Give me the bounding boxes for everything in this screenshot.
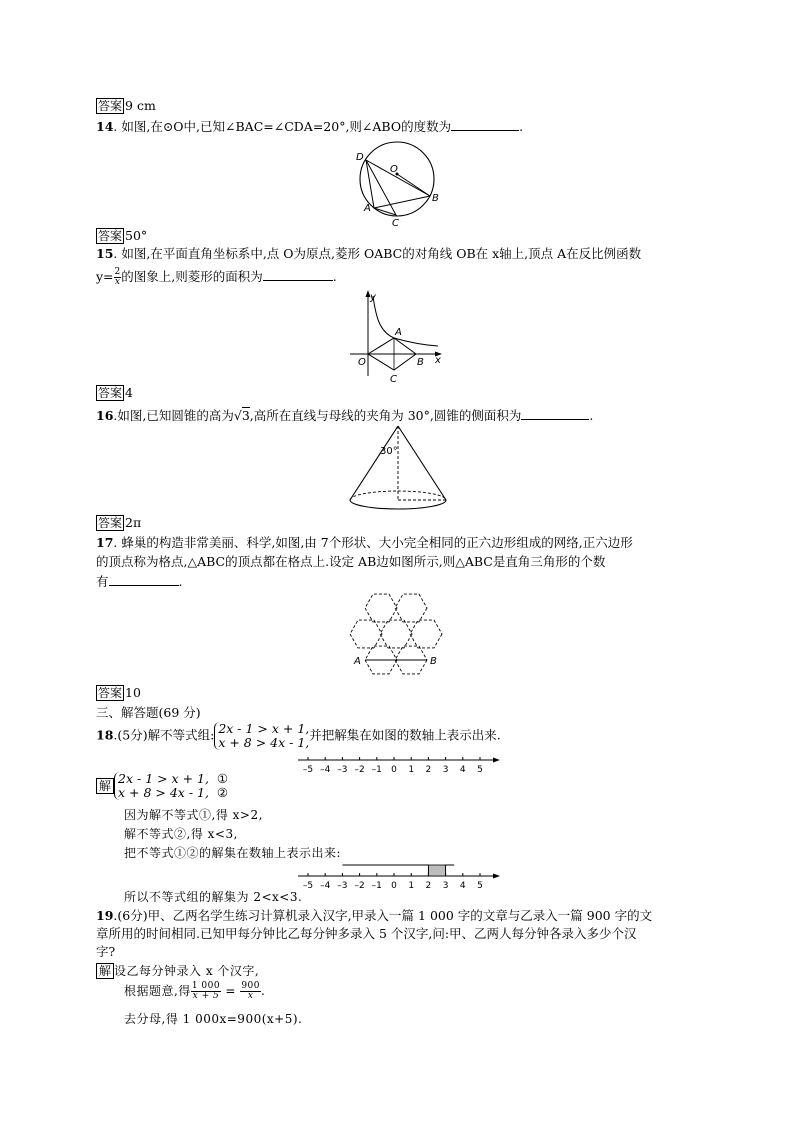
inequality-system — [214, 722, 309, 750]
tick-label: –3 — [337, 765, 348, 775]
tick-label: –1 — [371, 765, 382, 775]
hexagon-4 — [380, 620, 412, 648]
solution-19-line-2 — [124, 982, 734, 1001]
fraction-denominator: x — [247, 991, 254, 1001]
number-line-solution — [296, 858, 502, 892]
tick-label: –2 — [354, 881, 365, 891]
question-end: . — [589, 408, 594, 423]
question-19-line-3: 字? — [96, 944, 116, 959]
question-number: 17 — [96, 535, 114, 550]
tick-label: –2 — [354, 765, 365, 775]
function-lhs: y= — [96, 269, 114, 284]
question-text: . 蜂巢的构造非常美丽、科学,如图,由 7个形状、大小完全相同的正六边形组成的网络,正六边形 — [113, 535, 633, 550]
tick-label: –4 — [320, 881, 331, 891]
tick-label: 5 — [477, 881, 483, 891]
solution-inequality-system — [114, 772, 228, 800]
hyperbola-curve — [373, 296, 438, 346]
cone-slant-right — [398, 426, 446, 500]
question-15-line-1 — [96, 245, 706, 263]
question-end: . — [178, 574, 183, 589]
tick-label: 3 — [442, 881, 449, 891]
answer-label: 答案 — [98, 99, 123, 113]
question-text: 有 — [96, 574, 109, 589]
question-number: 15 — [96, 246, 114, 261]
solution-18-line-3: 把不等式①②的解集在数轴上表示出来: — [124, 846, 342, 860]
label-o: O — [390, 164, 398, 175]
question-number: 14 — [96, 119, 114, 134]
question-18 — [96, 722, 706, 750]
tick-label: –3 — [337, 881, 348, 891]
question-text-2: ,高所在直线与母线的夹角为 30°,圆锥的侧面积为 — [249, 408, 522, 423]
tick-label: 4 — [459, 765, 466, 775]
inequality-1: 2x - 1 > x + 1, — [218, 721, 310, 736]
question-text: .如图,已知圆锥的高为 — [113, 408, 234, 423]
hexagon-2 — [395, 594, 427, 622]
question-number: 16 — [96, 408, 114, 423]
solve-label: 解 — [96, 778, 114, 794]
tick-label: –4 — [320, 765, 331, 775]
solution-18-system — [96, 772, 706, 800]
label-y: y — [370, 292, 376, 303]
less-than-3-ray — [446, 865, 455, 876]
section-title: 三、解答题(69 分) — [96, 705, 201, 720]
solution-text: 根据题意,得 — [124, 984, 191, 998]
sol-inequality-1: 2x - 1 > x + 1, — [118, 771, 209, 786]
coordinate-figure — [348, 288, 448, 384]
solve-label: 解 — [96, 963, 114, 979]
question-number: 18 — [96, 727, 114, 743]
solution-end: . — [261, 984, 266, 998]
question-16 — [96, 406, 706, 425]
angle-label: 30° — [380, 446, 398, 457]
axis-arrow — [493, 874, 500, 879]
label-a: A — [354, 656, 361, 667]
solution-18-line-2: 解不等式②,得 x<3, — [124, 827, 238, 841]
label-c: C — [390, 374, 397, 384]
question-17-line-1 — [96, 534, 706, 552]
answer-value: 2π — [125, 515, 142, 530]
hexagon-5 — [410, 620, 442, 648]
sqrt-value: 3 — [241, 408, 250, 423]
tick-label: 1 — [408, 765, 415, 775]
solution-18-line-1: 因为解不等式①,得 x>2, — [124, 808, 263, 822]
cone-slant-left — [350, 426, 398, 500]
solution-18-line-4: 所以不等式组的解集为 2<x<3. — [124, 890, 303, 904]
circle — [360, 142, 434, 216]
label-a: A — [364, 203, 371, 214]
solution-19-line-1 — [96, 962, 706, 980]
honeycomb-figure — [342, 588, 454, 688]
answer-value: 50° — [125, 228, 148, 243]
tick-label: 3 — [442, 765, 449, 775]
solution-region — [428, 865, 445, 876]
answer-16 — [96, 514, 706, 532]
question-text: . 如图,在平面直角坐标系中,点 O为原点,菱形 OABC的对角线 OB在 x轴上,顶点 A在反比例函数 — [113, 246, 642, 261]
question-17-line-2 — [96, 553, 706, 571]
cone-figure — [344, 424, 454, 512]
hexagon-1 — [365, 594, 397, 622]
question-text: 的顶点称为格点,△ABC的顶点都在格点上.设定 AB边如图所示,则△ABC是直角三角形的个数 — [96, 554, 606, 569]
answer-label: 答案 — [98, 516, 123, 530]
fraction-1000 — [191, 982, 221, 1001]
answer-14 — [96, 227, 706, 245]
answer-value: 9 cm — [125, 98, 156, 113]
answer-13 — [96, 97, 706, 115]
label-c: C — [392, 218, 399, 228]
answer-15 — [96, 384, 706, 402]
answer-label: 答案 — [98, 229, 123, 243]
answer-blank — [451, 117, 519, 131]
tick-label: 1 — [408, 881, 415, 891]
circle-figure — [350, 136, 450, 228]
mark-1: ① — [216, 771, 229, 786]
tick-label: –1 — [371, 881, 382, 891]
tick-label: 0 — [391, 881, 397, 891]
label-a: A — [395, 327, 402, 338]
sqrt-expression: √3 — [233, 408, 250, 423]
answer-label: 答案 — [98, 386, 123, 400]
question-text-2: 并把解集在如图的数轴上表示出来. — [309, 727, 501, 743]
label-b: B — [417, 357, 424, 368]
mark-2: ② — [216, 785, 229, 800]
fraction-900 — [240, 982, 261, 1001]
answer-blank — [521, 406, 589, 420]
hexagon-3 — [350, 620, 382, 648]
question-19-line-2: 章所用的时间相同.已知甲每分钟比乙每分钟多录入 5 个汉字,问:甲、乙两人每分钟各录入多少个汉 — [96, 926, 637, 941]
tick-label: –5 — [302, 881, 314, 891]
tick-label: –5 — [302, 765, 314, 775]
fraction-numerator: 1 000 — [191, 981, 221, 991]
question-end: . — [332, 269, 337, 284]
tick-label: 2 — [425, 765, 432, 775]
label-b: B — [432, 193, 439, 204]
answer-label: 答案 — [98, 686, 123, 700]
tick-label: 5 — [477, 765, 483, 775]
question-number: 19 — [96, 908, 114, 923]
sol-inequality-2: x + 8 > 4x - 1, — [118, 785, 209, 800]
answer-blank — [263, 267, 333, 281]
question-end: . — [519, 119, 524, 134]
question-19-line-1 — [96, 907, 706, 925]
base-front-arc — [350, 500, 446, 509]
label-x: x — [435, 355, 441, 366]
question-15-line-2 — [96, 267, 706, 287]
radius-ob — [397, 174, 430, 196]
tick-label: 0 — [391, 765, 397, 775]
question-text: . 如图,在⊙O中,已知∠BAC=∠CDA=20°,则∠ABO的度数为 — [113, 119, 452, 134]
question-14 — [96, 117, 706, 136]
question-text: .(6分)甲、乙两名学生练习计算机录入汉字,甲录入一篇 1 000 字的文章与乙录入一篇 900 字的文 — [113, 908, 653, 923]
greater-than-2-ray — [342, 865, 428, 876]
answer-blank — [109, 572, 179, 586]
fraction-denominator: x — [114, 277, 120, 287]
inequality-2: x + 8 > 4x - 1, — [218, 735, 310, 750]
tick-label: 2 — [425, 881, 432, 891]
equals-sign: = — [225, 984, 236, 998]
solution-19-line-3: 去分母,得 1 000x=900(x+5). — [124, 1012, 303, 1026]
answer-value: 10 — [125, 685, 141, 700]
answer-17 — [96, 684, 706, 702]
question-text: 的图象上,则菱形的面积为 — [121, 269, 263, 284]
answer-value: 4 — [125, 385, 133, 400]
axis-arrow — [493, 758, 500, 763]
fraction-numerator: 2 — [114, 267, 121, 277]
label-b: B — [430, 656, 437, 667]
fraction-numerator: 900 — [241, 981, 260, 991]
label-d: D — [356, 152, 364, 163]
fraction-denominator: x + 5 — [192, 991, 220, 1001]
question-text: .(5分)解不等式组: — [113, 727, 215, 743]
solution-text: 设乙每分钟录入 x 个汉字, — [114, 964, 260, 978]
tick-label: 4 — [459, 881, 466, 891]
label-o: O — [358, 357, 366, 368]
